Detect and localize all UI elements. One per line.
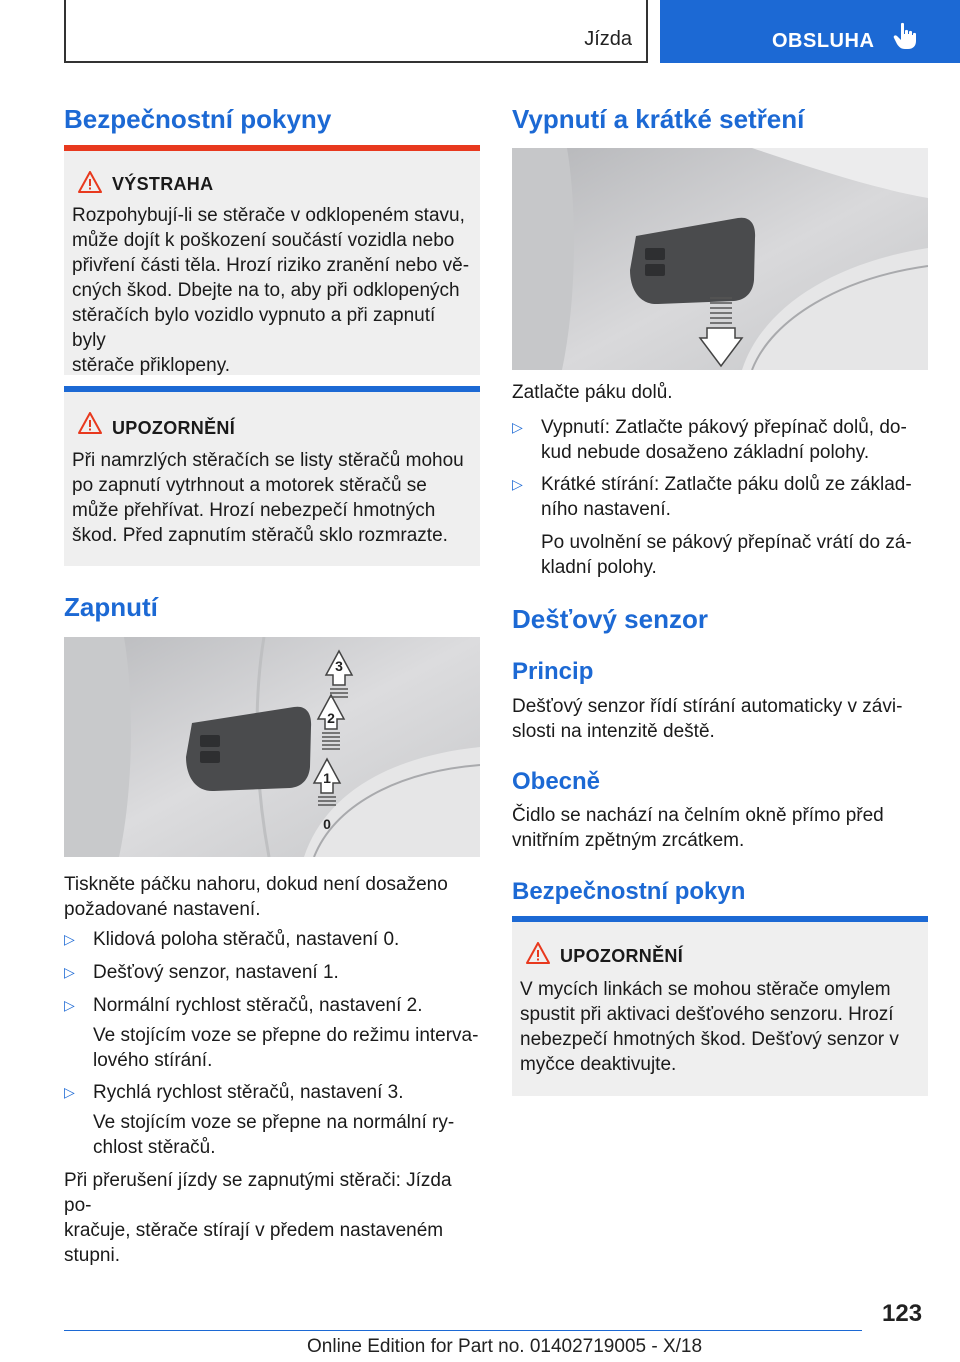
principle-text <box>512 694 902 744</box>
notice-line: škod. Před zapnutím stěračů sklo rozmrazte. <box>72 525 448 546</box>
header-tab-label: OBSLUHA <box>772 30 875 52</box>
section-title-off-wipe: Vypnutí a krátké setření <box>512 104 805 134</box>
notice-line: V mycích linkách se mohou stěrače omylem <box>520 979 891 1000</box>
position-label-3: 3 <box>335 658 343 674</box>
position-label-1: 1 <box>323 770 331 786</box>
warning-text <box>72 203 474 378</box>
bullet-triangle-icon: ▷ <box>64 931 75 947</box>
notice-bar <box>64 386 480 392</box>
warning-line: přivření části těla. Hrozí riziko zranění nebo vě- <box>72 255 470 276</box>
footer-divider <box>64 1330 862 1331</box>
outro-line: stupni. <box>64 1245 120 1266</box>
warning-line: cných škod. Dbejte na to, aby při odklopených <box>72 280 460 301</box>
bullet-item: Dešťový senzor, nastavení 1. <box>93 962 339 983</box>
warning-line: může dojít k poškození součástí vozidla nebo <box>72 230 455 251</box>
warning-line: Rozpohybují-li se stěrače v odklopeném stavu, <box>72 205 465 226</box>
bullet-line: kud nebude dosaženo základní polohy. <box>541 442 870 463</box>
notice-line: nebezpečí hmotných škod. Dešťový senzor v <box>520 1029 899 1050</box>
subsection-title-principle: Princip <box>512 658 594 685</box>
general-text <box>512 803 884 853</box>
position-label-2: 2 <box>327 710 335 726</box>
bullet-triangle-icon: ▷ <box>512 476 523 492</box>
bullet-subtext-line: Ve stojícím voze se přepne na normální ry- <box>93 1112 455 1133</box>
bullet-line: Vypnutí: Zatlačte pákový přepínač dolů, do- <box>541 417 907 438</box>
bullet-subtext-line: chlost stěračů. <box>93 1137 216 1158</box>
section-title-safety: Bezpečnostní pokyny <box>64 104 332 134</box>
header-section-title: Jízda <box>584 28 632 50</box>
bullet-item: Rychlá rychlost stěračů, nastavení 3. <box>93 1082 404 1103</box>
warning-bar <box>64 145 480 151</box>
wiper-lever-down-illustration <box>512 148 928 370</box>
bullet-subtext-line: Po uvolnění se pákový přepínač vrátí do zá- <box>541 532 912 553</box>
principle-line: Dešťový senzor řídí stírání automaticky v závi- <box>512 696 903 717</box>
warning-triangle-icon <box>78 412 102 439</box>
warning-line: stěračích bylo vozidlo vypnuto a při zapnutí byly <box>72 305 436 351</box>
warning-triangle-icon <box>526 942 550 969</box>
notice-line: myčce deaktivujte. <box>520 1054 677 1075</box>
off-wipe-intro: Zatlačte páku dolů. <box>512 382 673 403</box>
principle-line: slosti na intenzitě deště. <box>512 721 715 742</box>
notice-box <box>64 386 480 566</box>
notice-text <box>520 977 922 1077</box>
bullet-subtext <box>93 1023 478 1073</box>
bullet-item: Normální rychlost stěračů, nastavení 2. <box>93 995 423 1016</box>
outro-line: Při přerušení jízdy se zapnutými stěrači: Jízda po- <box>64 1170 452 1216</box>
notice-line: spustit při aktivaci dešťového senzoru. Hrozí <box>520 1004 894 1025</box>
bullet-subtext <box>541 530 912 580</box>
bullet-subtext-line: Ve stojícím voze se přepne do režimu interva- <box>93 1025 479 1046</box>
header-tab[interactable] <box>660 0 960 63</box>
outro-line: kračuje, stěrače stírají v předem nastaveném <box>64 1220 444 1241</box>
warning-triangle-icon <box>78 171 102 198</box>
bullet-item <box>541 415 907 465</box>
subsection-title-general: Obecně <box>512 768 601 795</box>
wiper-lever-up-illustration <box>64 637 480 857</box>
bullet-line: Krátké stírání: Zatlačte páku dolů ze základ- <box>541 474 912 495</box>
bullet-triangle-icon: ▷ <box>64 1084 75 1100</box>
bullet-line: ního nastavení. <box>541 499 671 520</box>
bullet-subtext-line: kladní polohy. <box>541 557 657 578</box>
bullet-triangle-icon: ▷ <box>512 419 523 435</box>
general-line: vnitřním zpětným zrcátkem. <box>512 830 745 851</box>
header-section-box <box>64 0 648 63</box>
notice-title: UPOZORNĚNÍ <box>112 418 236 438</box>
section-title-switch-on: Zapnutí <box>64 592 158 622</box>
bullet-subtext-line: lového stírání. <box>93 1050 213 1071</box>
bullet-subtext <box>93 1110 454 1160</box>
bullet-item: Klidová poloha stěračů, nastavení 0. <box>93 929 400 950</box>
switch-on-intro <box>64 872 480 922</box>
warning-box <box>64 145 480 375</box>
subsection-title-safety: Bezpečnostní pokyn <box>512 878 746 905</box>
notice-bar <box>512 916 928 922</box>
edition-note: Online Edition for Part no. 01402719005 - X/18 <box>307 1336 703 1357</box>
bullet-triangle-icon: ▷ <box>64 964 75 980</box>
warning-title: VÝSTRAHA <box>112 174 214 194</box>
general-line: Čidlo se nachází na čelním okně přímo před <box>512 805 884 826</box>
notice-box-car-wash <box>512 916 928 1096</box>
intro-line: Tiskněte páčku nahoru, dokud není dosaženo <box>64 874 448 895</box>
notice-line: po zapnutí vytrhnout a motorek stěračů se <box>72 475 427 496</box>
bullet-triangle-icon: ▷ <box>64 997 75 1013</box>
notice-line: může přehřívat. Hrozí nebezpečí hmotných <box>72 500 436 521</box>
notice-text <box>72 448 474 548</box>
warning-line: stěrače přiklopeny. <box>72 355 231 376</box>
notice-line: Při namrzlých stěračích se listy stěračů mohou <box>72 450 464 471</box>
intro-line: požadované nastavení. <box>64 899 261 920</box>
bullet-item <box>541 472 912 522</box>
position-label-0: 0 <box>323 816 331 832</box>
page-number: 123 <box>882 1300 923 1327</box>
section-title-rain-sensor: Dešťový senzor <box>512 604 708 634</box>
notice-title: UPOZORNĚNÍ <box>560 946 684 966</box>
pointing-hand-icon <box>893 22 919 55</box>
interruption-note <box>64 1168 484 1268</box>
